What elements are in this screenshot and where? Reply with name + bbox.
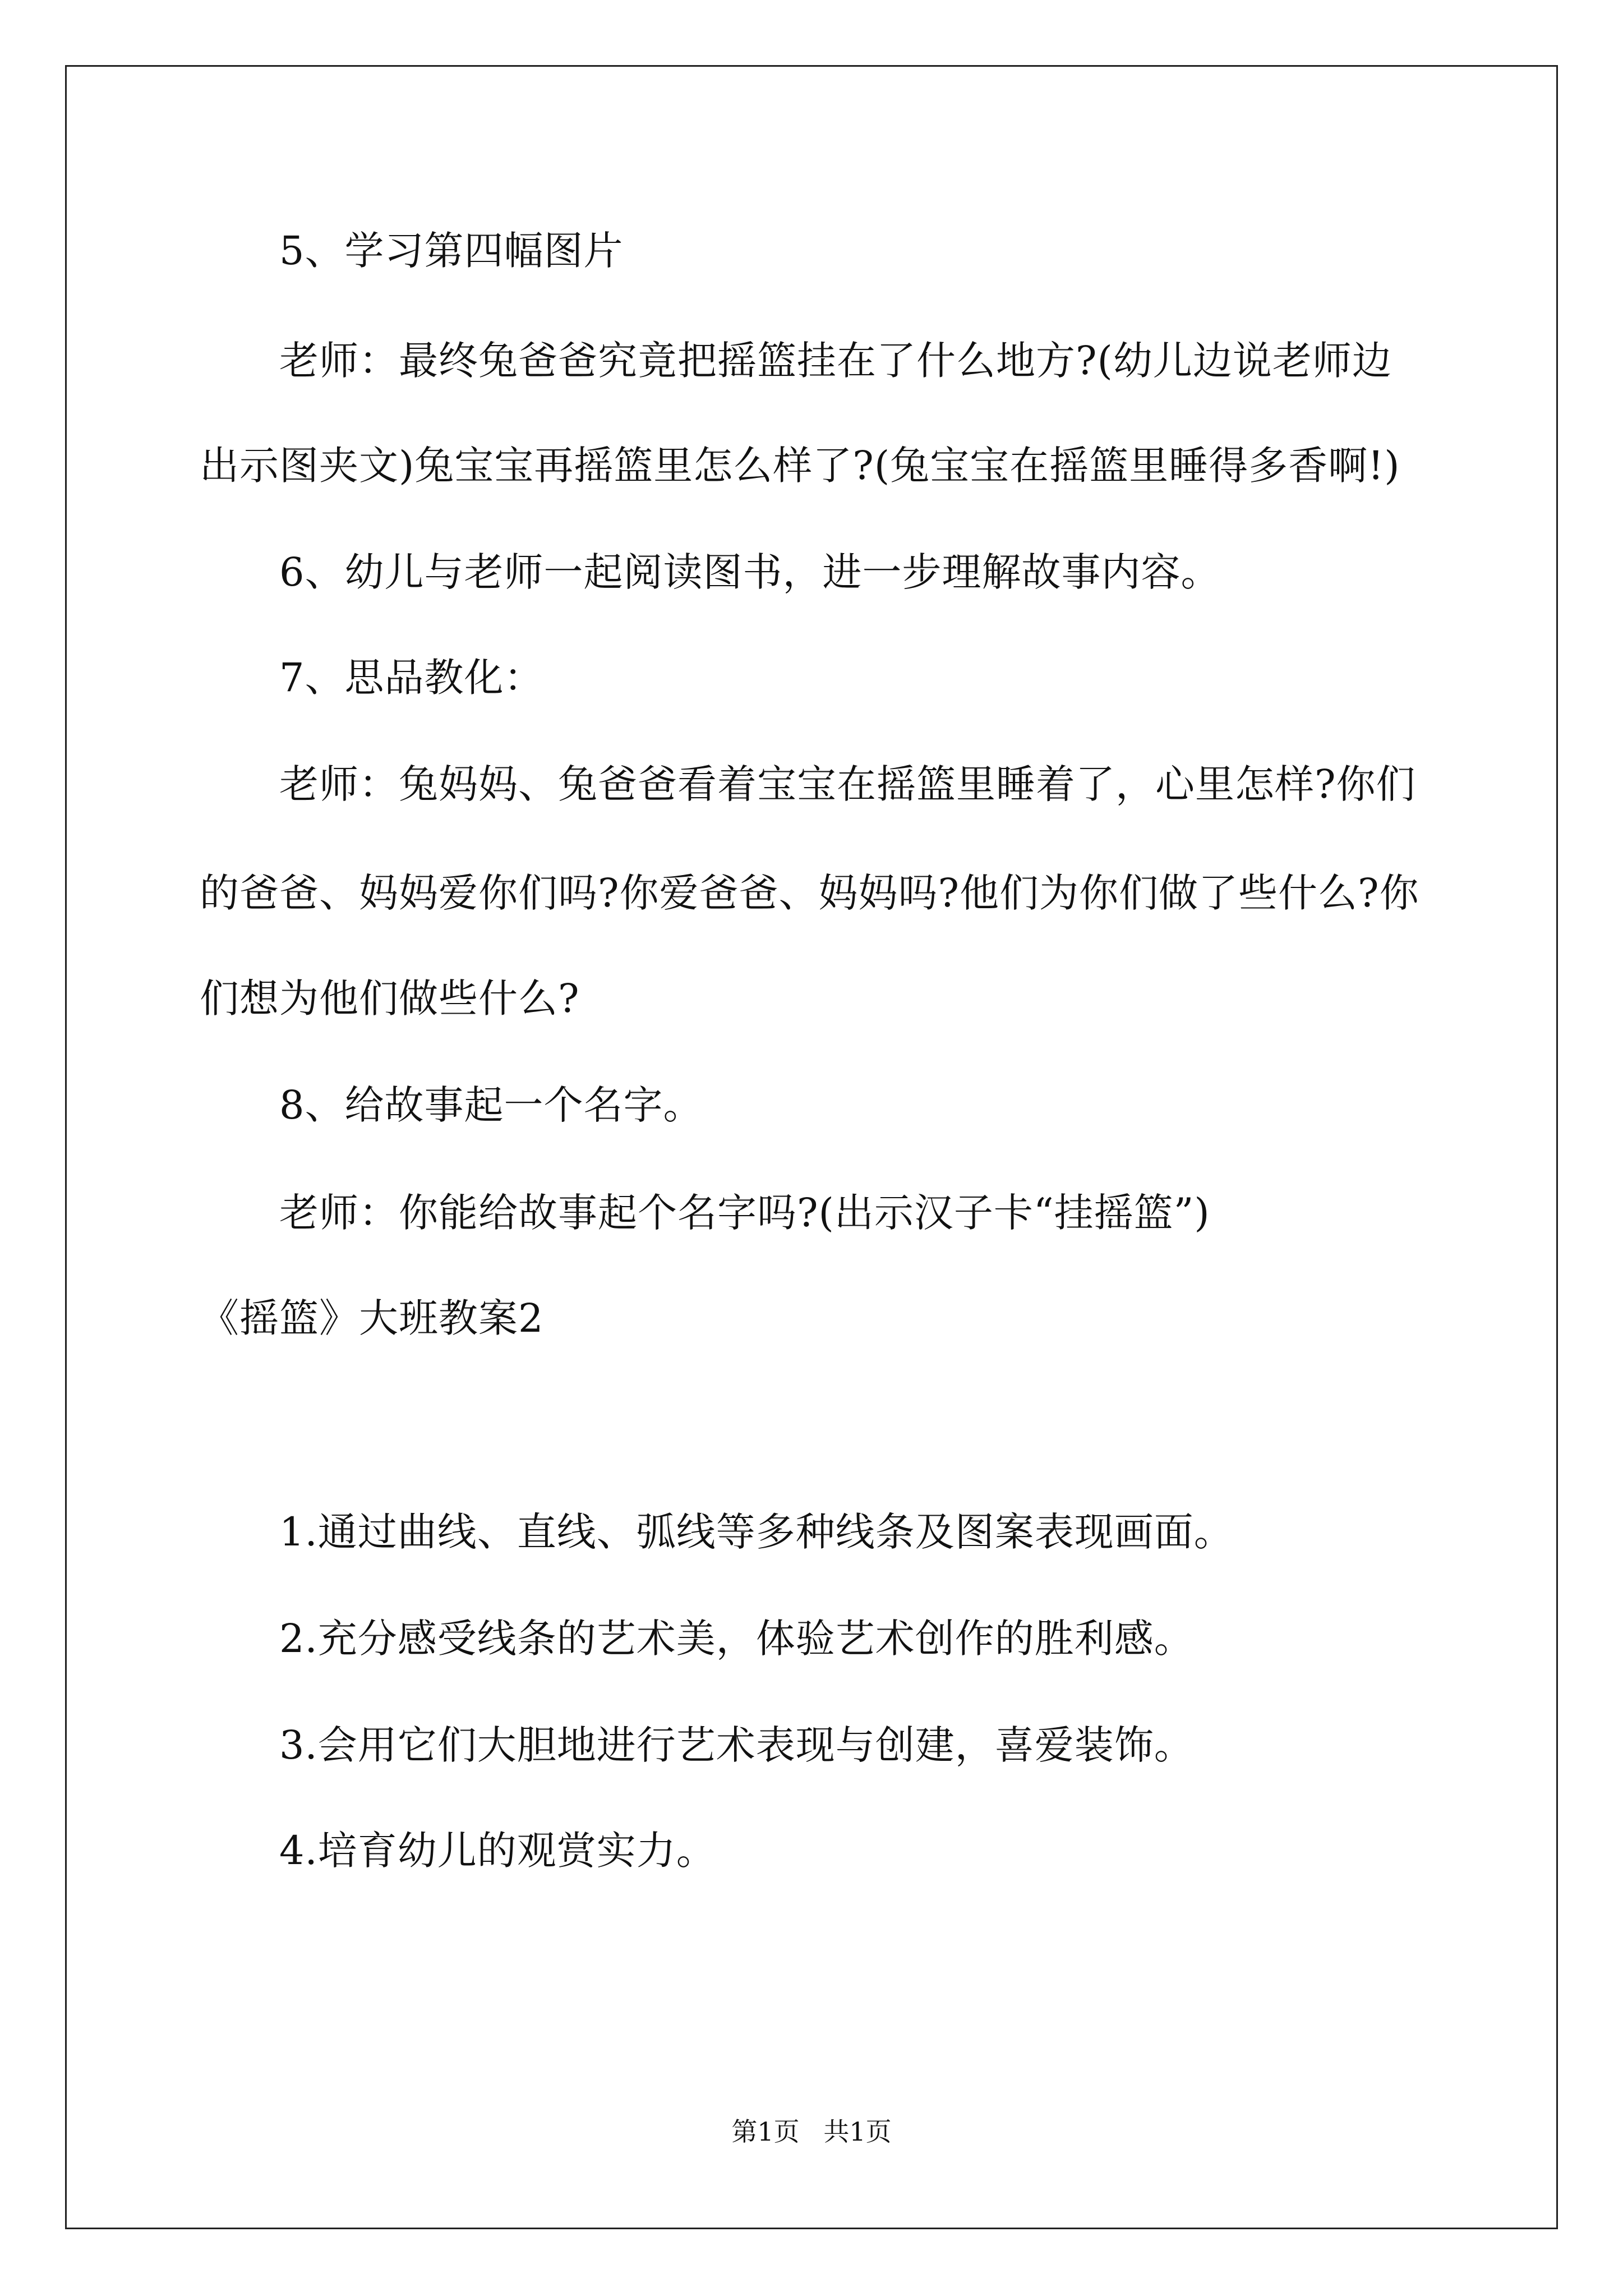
teacher-line-1-cont: 出示图夹文)兔宝宝再摇篮里怎么样了?(兔宝宝在摇篮里睡得多香啊!) bbox=[200, 443, 1400, 489]
page-footer bbox=[0, 2115, 1623, 2148]
page-current: 第1页 bbox=[731, 2116, 800, 2147]
step-8-heading: 8、给故事起一个名字。 bbox=[279, 1082, 703, 1128]
teacher-line-2-cont-1: 的爸爸、妈妈爱你们吗?你爱爸爸、妈妈吗?他们为你们做了些什么?你 bbox=[200, 870, 1419, 916]
step-7-heading: 7、思品教化： bbox=[279, 655, 544, 701]
teacher-line-2-cont-2: 们想为他们做些什么? bbox=[200, 976, 580, 1022]
goal-item-4: 4.培育幼儿的观赏实力。 bbox=[279, 1828, 716, 1874]
goal-item-3: 3.会用它们大胆地进行艺术表现与创建，喜爱装饰。 bbox=[279, 1722, 1194, 1768]
step-6-heading: 6、幼儿与老师一起阅读图书，进一步理解故事内容。 bbox=[279, 549, 1221, 595]
teacher-line-3: 老师：你能给故事起个名字吗?(出示汉子卡“挂摇篮”) bbox=[279, 1190, 1210, 1236]
page-total: 共1页 bbox=[823, 2116, 892, 2147]
teacher-line-1: 老师：最终兔爸爸究竟把摇篮挂在了什么地方?(幼儿边说老师边 bbox=[279, 338, 1392, 384]
goal-item-1: 1.通过曲线、直线、弧线等多种线条及图案表现画面。 bbox=[279, 1509, 1234, 1555]
step-5-heading: 5、学习第四幅图片 bbox=[279, 228, 624, 274]
page-border bbox=[65, 65, 1558, 2229]
section-title: 《摇篮》大班教案2 bbox=[200, 1295, 544, 1341]
teacher-line-2: 老师：兔妈妈、兔爸爸看着宝宝在摇篮里睡着了，心里怎样?你们 bbox=[279, 761, 1416, 807]
goal-item-2: 2.充分感受线条的艺术美，体验艺术创作的胜利感。 bbox=[279, 1616, 1194, 1662]
